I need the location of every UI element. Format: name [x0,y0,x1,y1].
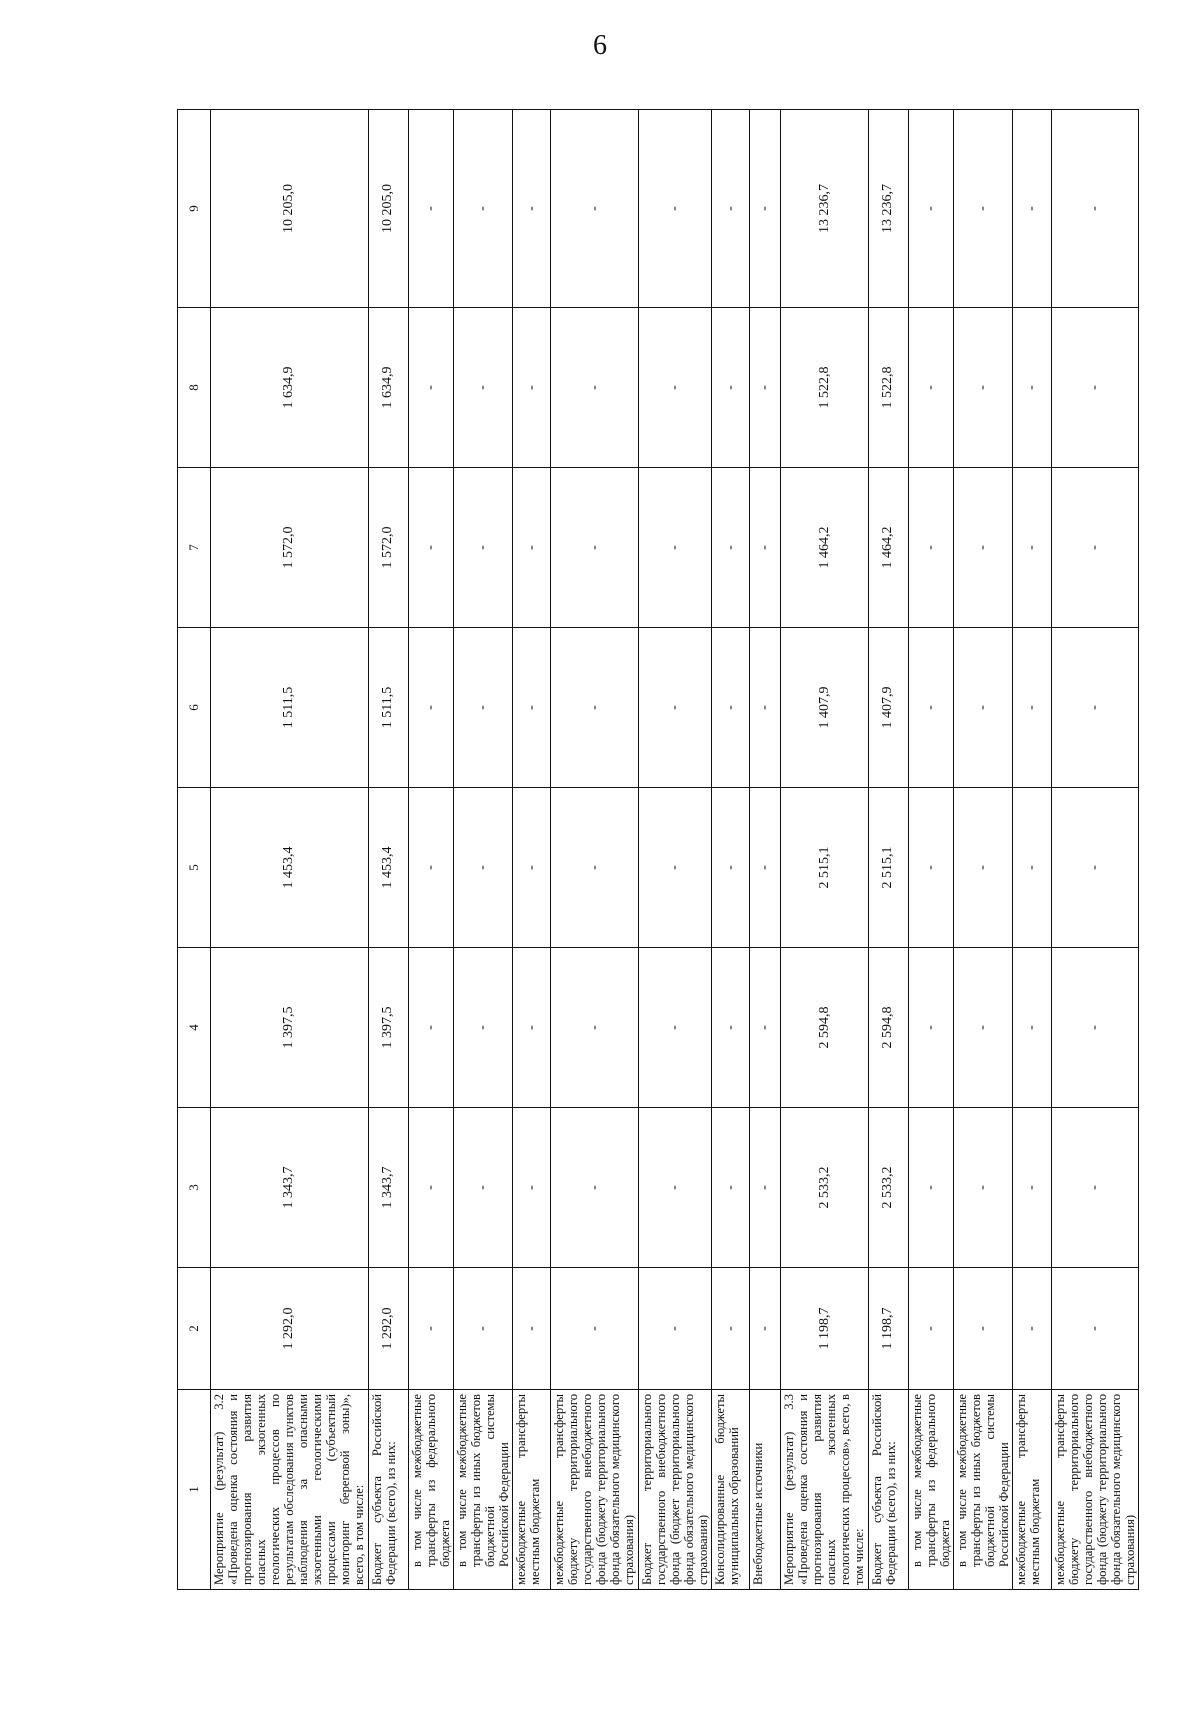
row-value: - [712,948,750,1108]
row-value: 2 533,2 [781,1108,868,1268]
column-header: 8 [178,308,211,468]
row-value: - [408,628,453,788]
row-value: 1 572,0 [211,468,369,628]
row-label: межбюджетные трансферты бюджету территориального государственного внебюджетного фонда (бюджету территориального фонда обязательного медицинского страхования) [551,1390,638,1590]
row-value: - [513,308,551,468]
row-label: межбюджетные трансферты бюджету территориального государственного внебюджетного фонда (бюджету территориального фонда обязательного медицинского страхования) [1051,1390,1138,1590]
row-value: - [454,1268,513,1390]
row-value: - [908,628,953,788]
row-value: - [1051,1268,1138,1390]
table-row [1013,110,1051,1590]
row-value: - [513,948,551,1108]
row-value: - [712,1268,750,1390]
row-value: - [454,788,513,948]
row-value: - [954,468,1013,628]
table-row [750,110,781,1590]
row-value: - [1051,628,1138,788]
column-header: 1 [178,1390,211,1590]
row-value: 1 407,9 [868,628,908,788]
row-label: межбюджетные трансферты местным бюджетам [1013,1390,1051,1590]
row-value: - [638,1268,711,1390]
row-value: - [551,948,638,1108]
row-value: - [551,788,638,948]
row-value: - [954,1108,1013,1268]
row-value: - [954,628,1013,788]
row-value: - [638,788,711,948]
row-value: 1 511,5 [368,628,408,788]
row-value: 1 292,0 [211,1268,369,1390]
column-header: 3 [178,1108,211,1268]
row-value: 1 464,2 [781,468,868,628]
row-value: - [1013,628,1051,788]
row-value: - [1051,1108,1138,1268]
row-value: 1 572,0 [368,468,408,628]
column-header: 7 [178,468,211,628]
row-value: 2 533,2 [868,1108,908,1268]
column-header: 2 [178,1268,211,1390]
row-value: - [1013,788,1051,948]
row-value: - [408,1108,453,1268]
row-value: - [513,628,551,788]
row-value: 2 515,1 [868,788,908,948]
row-label: в том числе межбюджетные трансферты из иных бюджетов бюджетной системы Российской Федерации [954,1390,1013,1590]
row-value: 1 343,7 [368,1108,408,1268]
row-label: Мероприятие (результат) 3.2 «Проведена оценка состояния и прогнозирования развития опасных экзогенных геологических процессов по результатам обследования пунктов наблюдения за опасными экзогенными геологическими процессами (субъектный мониторинг береговой зоны)», всего, в том числе: [211,1390,369,1590]
header-row [178,110,211,1590]
row-value: - [638,948,711,1108]
row-label: Бюджет субъекта Российской Федерации (всего), из них: [368,1390,408,1590]
row-value: 1 397,5 [368,948,408,1108]
row-value: 1 453,4 [211,788,369,948]
row-value: - [1013,110,1051,308]
row-value: - [750,1268,781,1390]
row-label: в том числе межбюджетные трансферты из иных бюджетов бюджетной системы Российской Федерации [454,1390,513,1590]
row-value: - [750,628,781,788]
row-value: - [908,110,953,308]
row-label: Внебюджетные источники [750,1390,781,1590]
row-value: - [712,1108,750,1268]
row-value: - [638,628,711,788]
table-row [513,110,551,1590]
table-row [908,110,953,1590]
row-value: - [750,468,781,628]
row-value: - [513,788,551,948]
table-row [408,110,453,1590]
row-label: в том числе межбюджетные трансферты из федерального бюджета [408,1390,453,1590]
table-row [781,110,868,1590]
row-value: - [750,788,781,948]
budget-table [177,109,1139,1590]
row-value: - [454,628,513,788]
row-value: 1 292,0 [368,1268,408,1390]
row-value: - [1013,468,1051,628]
table-row [954,110,1013,1590]
row-value: - [1013,1108,1051,1268]
table-row [868,110,908,1590]
row-value: - [513,110,551,308]
row-value: 2 594,8 [868,948,908,1108]
row-value: - [454,1108,513,1268]
row-value: 1 522,8 [868,308,908,468]
row-value: - [408,110,453,308]
row-value: - [454,308,513,468]
row-value: - [551,308,638,468]
row-value: - [908,788,953,948]
row-value: - [750,948,781,1108]
row-value: - [750,308,781,468]
row-value: - [1051,468,1138,628]
row-value: 10 205,0 [368,110,408,308]
table-body [211,110,1139,1590]
column-header: 6 [178,628,211,788]
row-value: 2 515,1 [781,788,868,948]
row-value: 1 464,2 [868,468,908,628]
row-value: 1 198,7 [781,1268,868,1390]
row-value: 1 407,9 [781,628,868,788]
row-value: - [1013,308,1051,468]
row-value: - [408,468,453,628]
column-header: 9 [178,110,211,308]
row-value: - [750,1108,781,1268]
row-value: - [1013,948,1051,1108]
row-value: - [954,1268,1013,1390]
table-row [454,110,513,1590]
row-value: - [908,468,953,628]
row-value: - [908,1268,953,1390]
row-value: - [908,308,953,468]
row-value: - [551,628,638,788]
row-value: - [513,1268,551,1390]
row-value: - [712,628,750,788]
row-label: Мероприятие (результат) 3.3 «Проведена оценка состояния и прогнозирования развития опасных экзогенных геологических процессов», всего, в том числе: [781,1390,868,1590]
row-value: 1 522,8 [781,308,868,468]
row-value: - [712,308,750,468]
row-value: 1 198,7 [868,1268,908,1390]
row-value: - [513,468,551,628]
row-value: - [1051,110,1138,308]
row-value: - [408,1268,453,1390]
row-label: межбюджетные трансферты местным бюджетам [513,1390,551,1590]
table-row [368,110,408,1590]
row-value: - [454,948,513,1108]
row-value: - [712,788,750,948]
row-value: - [712,468,750,628]
row-value: 13 236,7 [781,110,868,308]
row-label: Бюджет территориального государственного внебюджетного фонда (бюджет территориального фонда обязательного медицинского страхования) [638,1390,711,1590]
row-value: 1 511,5 [211,628,369,788]
row-value: - [638,1108,711,1268]
row-value: - [908,948,953,1108]
rotated-table-container [177,110,1139,1590]
row-value: 1 634,9 [368,308,408,468]
row-label: Консолидированные бюджеты муниципальных образований [712,1390,750,1590]
row-label: Бюджет субъекта Российской Федерации (всего), из них: [868,1390,908,1590]
row-value: 10 205,0 [211,110,369,308]
row-value: - [750,110,781,308]
row-label: в том числе межбюджетные трансферты из федерального бюджета [908,1390,953,1590]
row-value: - [954,788,1013,948]
table-row [638,110,711,1590]
row-value: - [1051,948,1138,1108]
row-value: - [408,948,453,1108]
column-header: 5 [178,788,211,948]
row-value: 1 397,5 [211,948,369,1108]
row-value: - [454,110,513,308]
row-value: 1 343,7 [211,1108,369,1268]
row-value: - [454,468,513,628]
row-value: - [513,1108,551,1268]
table-row [712,110,750,1590]
row-value: - [712,110,750,308]
row-value: - [908,1108,953,1268]
row-value: - [408,308,453,468]
row-value: - [551,468,638,628]
row-value: 13 236,7 [868,110,908,308]
row-value: 1 453,4 [368,788,408,948]
row-value: - [638,110,711,308]
row-value: - [551,110,638,308]
table-row [1051,110,1138,1590]
row-value: - [1051,308,1138,468]
table-row [211,110,369,1590]
row-value: - [408,788,453,948]
row-value: - [954,308,1013,468]
page-number: 6 [593,30,607,61]
row-value: - [1051,788,1138,948]
row-value: - [638,308,711,468]
row-value: - [954,110,1013,308]
row-value: - [638,468,711,628]
row-value: - [551,1108,638,1268]
row-value: 2 594,8 [781,948,868,1108]
table-row [551,110,638,1590]
row-value: - [1013,1268,1051,1390]
column-header: 4 [178,948,211,1108]
row-value: - [954,948,1013,1108]
row-value: 1 634,9 [211,308,369,468]
row-value: - [551,1268,638,1390]
